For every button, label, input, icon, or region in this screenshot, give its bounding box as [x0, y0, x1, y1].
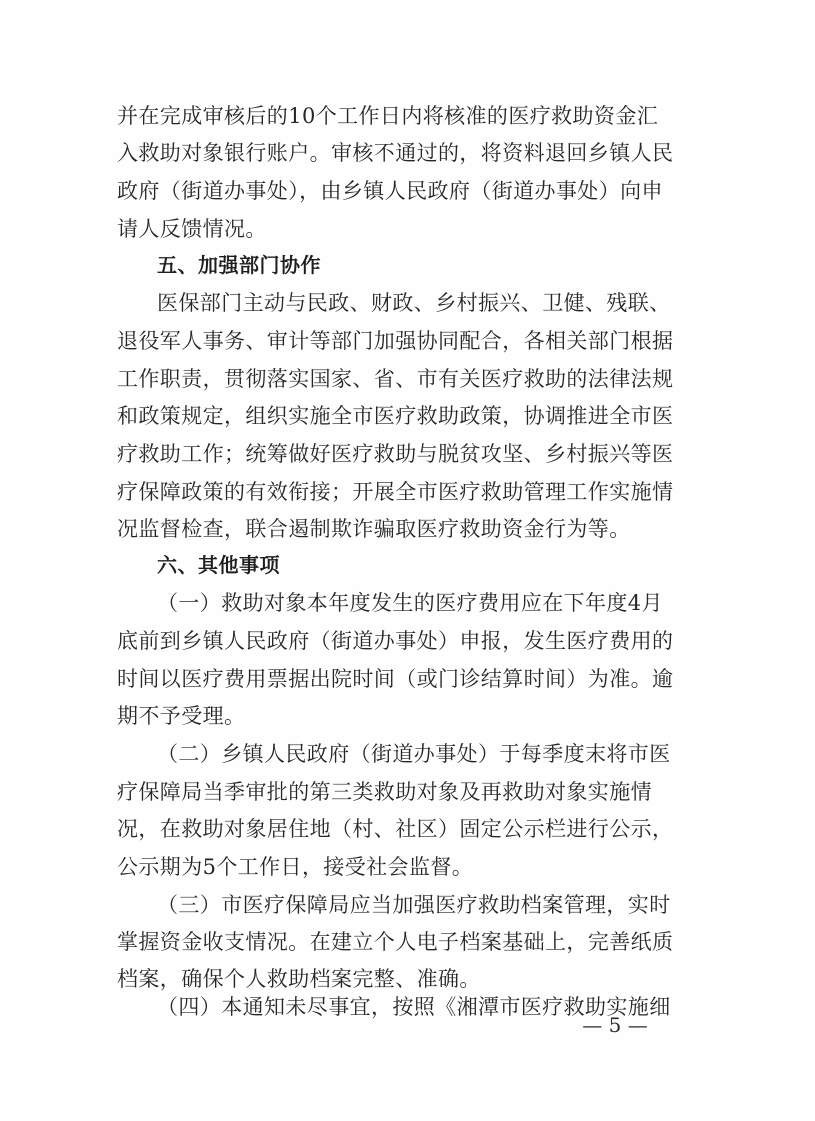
body-line: （一）救助对象本年度发生的医疗费用应在下年度4月: [157, 591, 663, 615]
body-line: 公示期为5个工作日，接受社会监督。: [117, 855, 474, 879]
body-line: 工作职责，贯彻落实国家、省、市有关医疗救助的法律法规: [117, 367, 674, 391]
page-number: — 5 —: [582, 1013, 648, 1037]
body-line: 档案，确保个人救助档案完整、准确。: [117, 967, 481, 991]
body-line: 况，在救助对象居住地（村、社区）固定公示栏进行公示，: [117, 817, 674, 841]
body-line: 疗保障局当季审批的第三类救助对象及再救助对象实施情: [117, 780, 652, 804]
body-line: 时间以医疗费用票据出院时间（或门诊结算时间）为准。逾: [117, 667, 674, 691]
body-line: 和政策规定，组织实施全市医疗救助政策，协调推进全市医: [117, 404, 674, 428]
body-line: 入救助对象银行账户。审核不通过的，将资料退回乡镇人民: [117, 141, 674, 165]
body-line: （四）本通知未尽事宜，按照《湘潭市医疗救助实施细: [157, 995, 671, 1019]
body-line: （二）乡镇人民政府（街道办事处）于每季度末将市医: [157, 742, 671, 766]
body-line: 政府（街道办事处），由乡镇人民政府（街道办事处）向申: [117, 179, 663, 203]
body-line: 医保部门主动与民政、财政、乡村振兴、卫健、残联、: [157, 291, 671, 315]
body-line: 疗救助工作；统筹做好医疗救助与脱贫攻坚、乡村振兴等医: [117, 442, 674, 466]
section-heading: 六、其他事项: [157, 553, 280, 577]
body-line: 期不予受理。: [117, 704, 246, 728]
section-heading: 五、加强部门协作: [157, 253, 321, 277]
body-line: 请人反馈情况。: [117, 217, 267, 241]
body-line: 况监督检查，联合遏制欺诈骗取医疗救助资金行为等。: [117, 517, 631, 541]
body-line: 疗保障政策的有效衔接；开展全市医疗救助管理工作实施情: [117, 480, 674, 504]
body-line: 退役军人事务、审计等部门加强协同配合，各相关部门根据: [117, 329, 674, 353]
body-line: 掌握资金收支情况。在建立个人电子档案基础上，完善纸质: [117, 930, 674, 954]
body-line: 底前到乡镇人民政府（街道办事处）申报，发生医疗费用的: [117, 629, 674, 653]
body-line: （三）市医疗保障局应当加强医疗救助档案管理，实时: [157, 893, 671, 917]
body-line: 并在完成审核后的10个工作日内将核准的医疗救助资金汇: [117, 104, 659, 128]
